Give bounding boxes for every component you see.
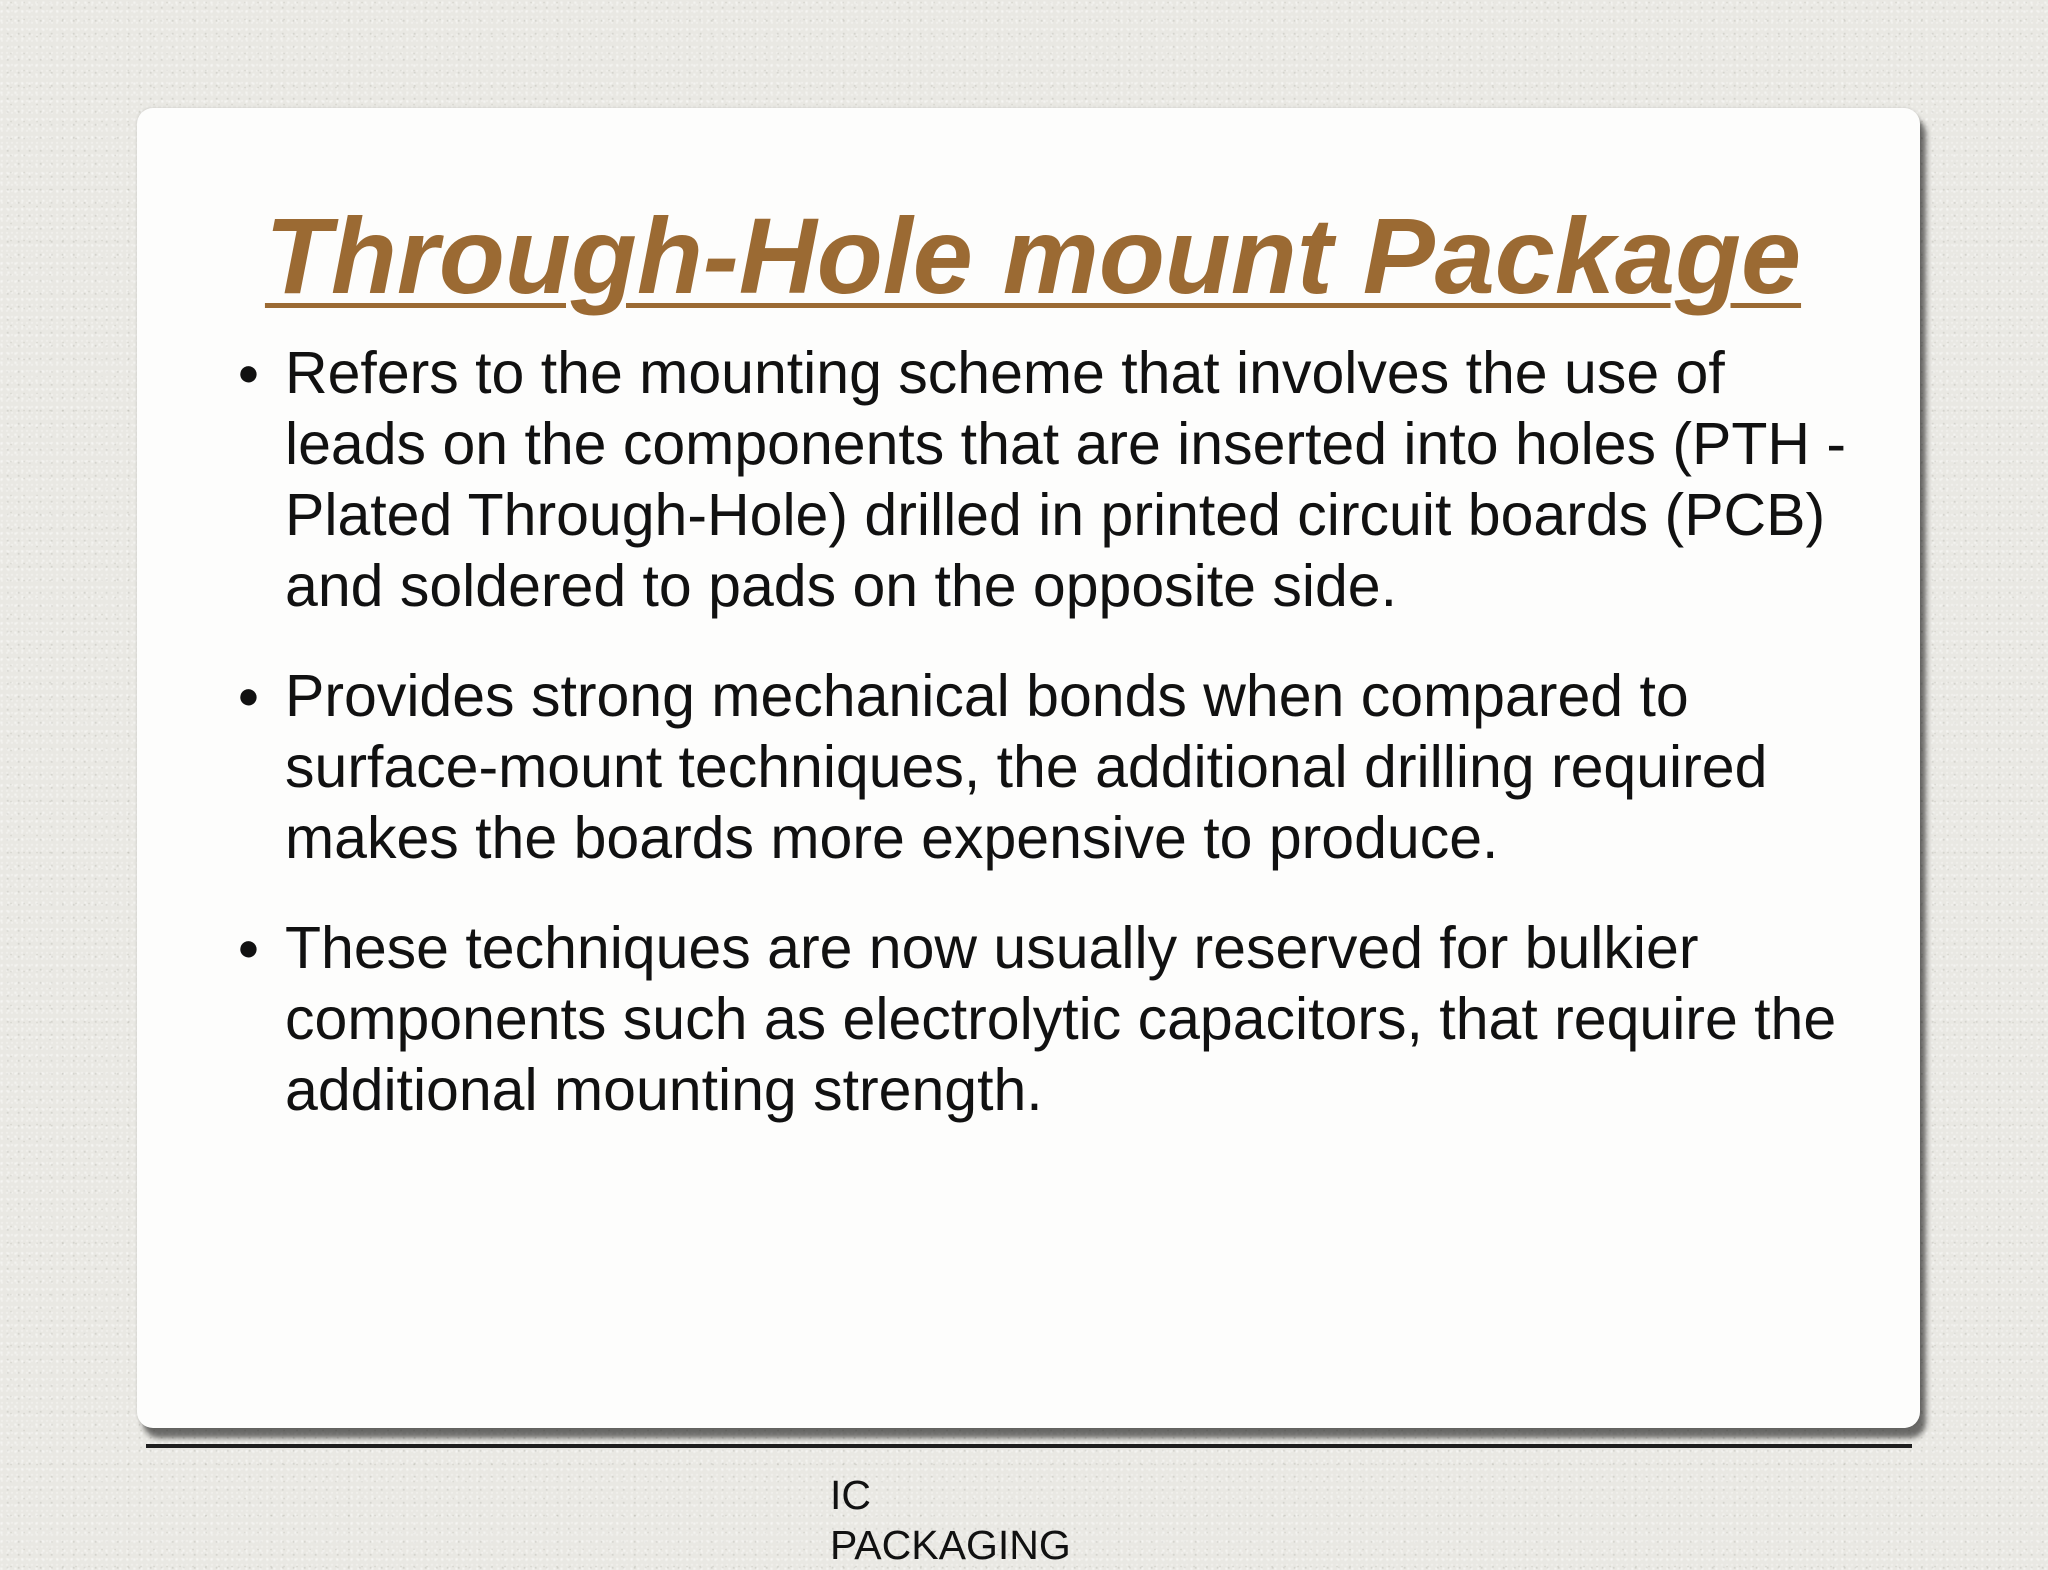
bullet-list bbox=[237, 338, 1877, 1165]
bullet-dot-icon: ● bbox=[237, 927, 260, 969]
bullet-text: Refers to the mounting scheme that involves the use of leads on the components that are inserted into holes (PTH - Plated Through-Hole) drilled in printed circuit boards (PCB) and soldered to pads on the opposite side. bbox=[285, 340, 1847, 619]
footer-label: IC PACKAGING bbox=[830, 1472, 1071, 1568]
bullet-dot-icon: ● bbox=[237, 352, 260, 394]
footer-divider bbox=[146, 1444, 1912, 1448]
bullet-item bbox=[237, 661, 1877, 874]
bullet-text: These techniques are now usually reserved for bulkier components such as electrolytic capacitors, that require the additional mounting strength. bbox=[285, 915, 1837, 1123]
slide-card bbox=[137, 108, 1920, 1428]
slide-title: Through-Hole mount Package bbox=[264, 195, 1802, 316]
bullet-item bbox=[237, 913, 1877, 1126]
bullet-item bbox=[237, 338, 1877, 622]
bullet-text: Provides strong mechanical bonds when compared to surface-mount techniques, the additional drilling required makes the boards more expensive to produce. bbox=[285, 663, 1768, 871]
bullet-dot-icon: ● bbox=[237, 675, 260, 717]
